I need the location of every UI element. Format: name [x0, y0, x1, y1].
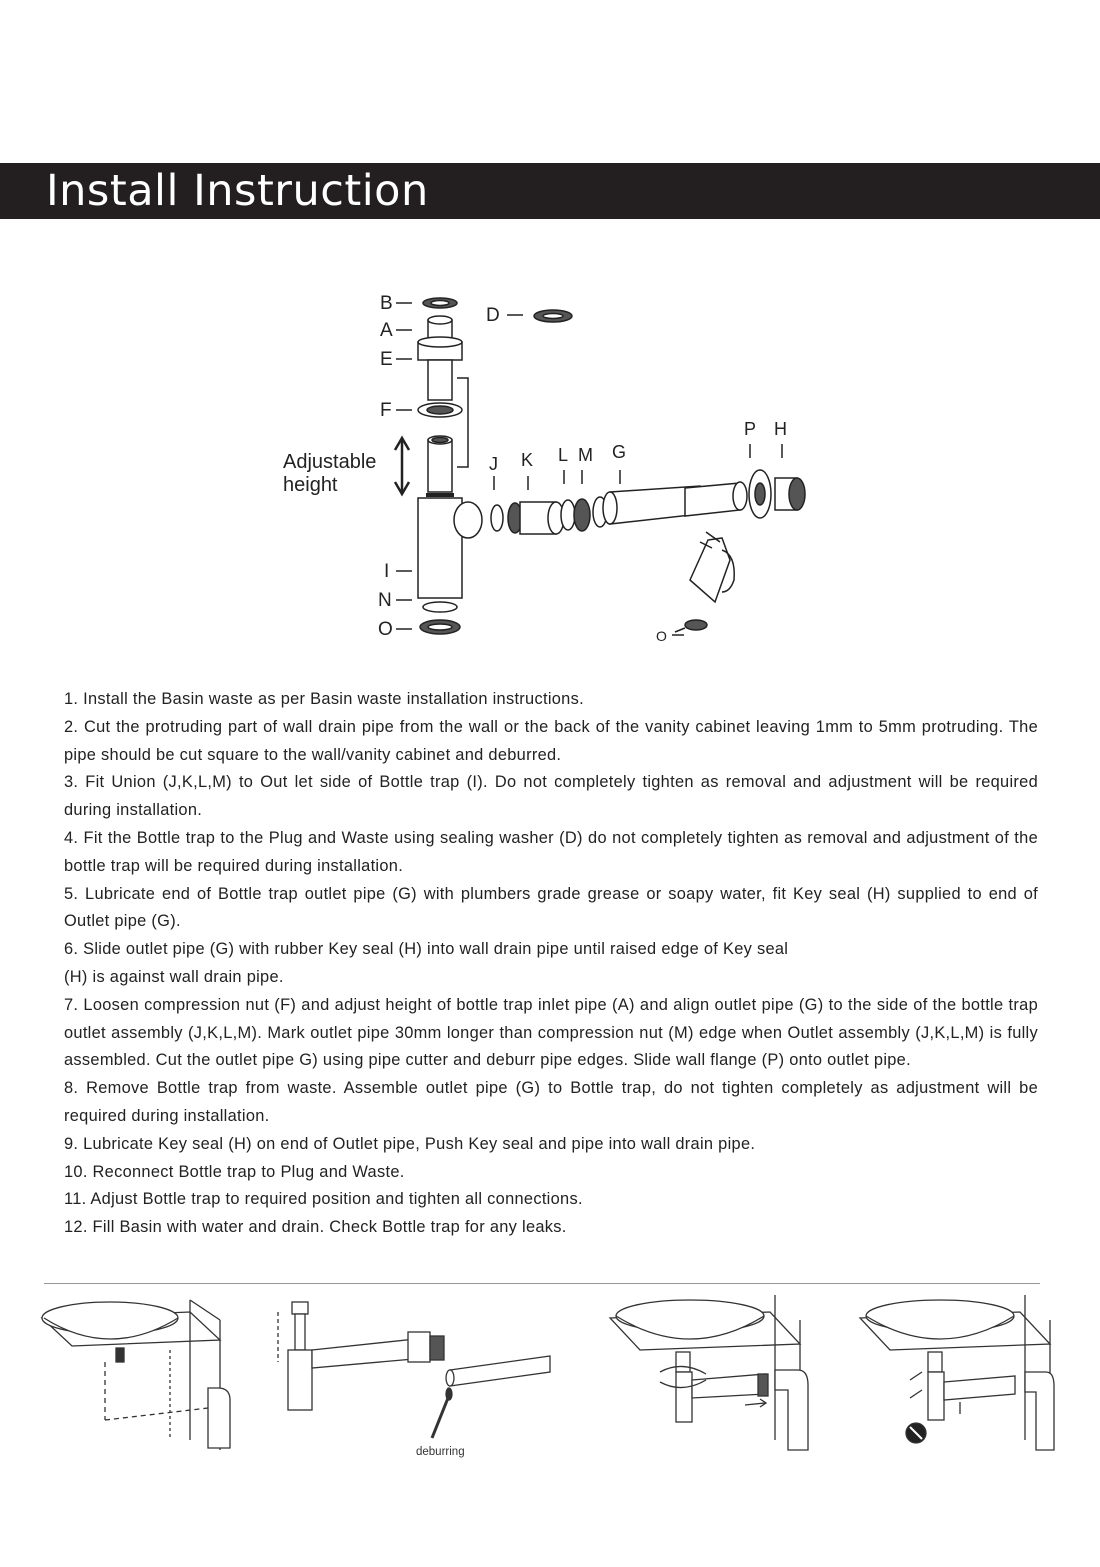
step-figure-final: [860, 1295, 1054, 1450]
step-illustrations: [30, 1290, 1080, 1460]
label-a: A: [380, 320, 393, 341]
instruction-step-6-cont: (H) is against wall drain pipe.: [64, 967, 284, 986]
label-d: D: [486, 305, 500, 326]
step-figure-install: [610, 1295, 808, 1450]
header-bar: [0, 163, 1100, 219]
instruction-step-6: 6. Slide outlet pipe (G) with rubber Key seal (H) into wall drain pipe until raised edge of Key seal: [64, 940, 789, 959]
label-k: K: [521, 450, 534, 470]
instruction-step-11: 11. Adjust Bottle trap to required position and tighten all connections.: [64, 1190, 583, 1209]
instruction-step-4: 4. Fit the Bottle trap to the Plug and Waste using sealing washer (D) do not completely tighten as removal and adjustment of the bottle trap will be required during installation.: [64, 828, 1038, 875]
step-figure-cut-pipe: [278, 1302, 550, 1438]
label-f: F: [380, 400, 392, 421]
exploded-parts-diagram: [260, 280, 840, 655]
instruction-step-10: 10. Reconnect Bottle trap to Plug and Waste.: [64, 1162, 405, 1181]
label-height: height: [283, 474, 338, 496]
step-figure-measure: [42, 1300, 230, 1450]
instruction-step-1: 1. Install the Basin waste as per Basin waste installation instructions.: [64, 690, 584, 708]
deburring-label: deburring: [416, 1446, 465, 1458]
label-h: H: [774, 419, 787, 439]
label-n: N: [378, 590, 392, 611]
label-b: B: [380, 293, 393, 314]
label-m: M: [578, 445, 593, 465]
label-j: J: [489, 454, 498, 474]
label-p: P: [744, 419, 757, 439]
instruction-step-3: 3. Fit Union (J,K,L,M) to Out let side of Bottle trap (I). Do not completely tighten as removal and adjustment will be required during installation.: [64, 773, 1038, 820]
instruction-step-9: 9. Lubricate Key seal (H) on end of Outlet pipe, Push Key seal and pipe into wall drain pipe.: [64, 1134, 756, 1153]
label-g: G: [612, 442, 627, 462]
label-l: L: [558, 445, 569, 465]
instruction-list: [64, 686, 1038, 1242]
instruction-step-2: 2. Cut the protruding part of wall drain pipe from the wall or the back of the vanity cabinet leaving 1mm to 5mm protruding. The pipe should be cut square to the wall/vanity cabinet and deburred.: [64, 717, 1038, 764]
label-o: O: [378, 619, 393, 640]
label-i: I: [384, 561, 390, 582]
instruction-step-5: 5. Lubricate end of Bottle trap outlet pipe (G) with plumbers grade grease or soapy water, fit Key seal (H) supplied to end of Outlet pipe (G).: [64, 884, 1038, 931]
label-o-small: O: [656, 628, 667, 644]
instruction-step-7: 7. Loosen compression nut (F) and adjust height of bottle trap inlet pipe (A) and align outlet pipe (G) to the side of the bottle trap outlet assembly (J,K,L,M). Mark outlet pipe 30mm longer than compression nut (M) edge when Outlet assembly (J,K,L,M) is fully assembled. Cut the outlet pipe G) using pipe cutter and deburr pipe edges. Slide wall flange (P) onto outlet pipe.: [64, 995, 1038, 1070]
instruction-step-12: 12. Fill Basin with water and drain. Check Bottle trap for any leaks.: [64, 1218, 567, 1237]
page-title: Install Instruction: [46, 166, 429, 216]
instruction-step-8: 8. Remove Bottle trap from waste. Assemble outlet pipe (G) to Bottle trap, do not tighten completely as adjustment will be required during installation.: [64, 1079, 1038, 1125]
label-adjustable: Adjustable: [283, 451, 377, 473]
label-e: E: [380, 349, 393, 370]
divider: [44, 1283, 1040, 1284]
